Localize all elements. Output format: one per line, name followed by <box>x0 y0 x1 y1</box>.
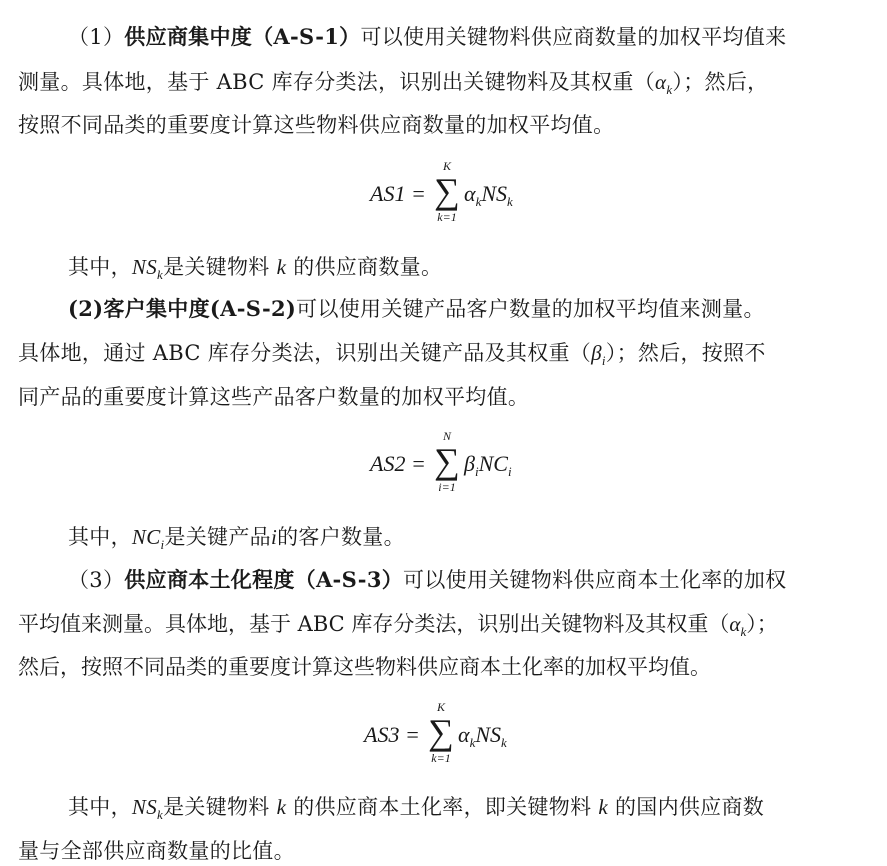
s2-heading: (2)客户集中度(A-S-2) <box>68 296 297 321</box>
s2-note: 其中，$NC_i$是关键产品i的客户数量。 <box>68 525 405 552</box>
s1-line3: 按照不同品类的重要度计算这些物料供应商数量的加权平均值。 <box>18 113 615 137</box>
formula-rhs: $\beta_iNC_i$ <box>464 451 512 479</box>
alpha-subscript: k <box>740 624 747 639</box>
sum-sign: K ∑ k=1 <box>426 701 456 765</box>
s1-number: （1） <box>68 25 125 49</box>
beta-subscript: i <box>601 353 606 368</box>
sum-upper: N <box>442 429 451 443</box>
s1-line2-end: ）；然后， <box>672 70 769 94</box>
s2-line3: 同产品的重要度计算这些产品客户数量的加权平均值。 <box>18 385 530 409</box>
beta-symbol: β <box>591 341 602 365</box>
formula-lhs: AS3 = <box>364 722 420 747</box>
s1-text: 可以使用关键物料供应商数量的加权平均值来 <box>360 25 787 49</box>
sum-lower: i=1 <box>438 480 456 494</box>
s1-line2-text: 测量。具体地，基于 ABC 库存分类法，识别出关键物料及其权重（ <box>18 70 656 94</box>
alpha-symbol: α <box>655 70 667 94</box>
s3-line1: （3）供应商本土化程度（A-S-3）可以使用关键物料供应商本土化率的加权 <box>68 567 787 592</box>
sum-upper: K <box>436 700 445 714</box>
s1-line1 <box>68 22 875 52</box>
s3-note: 其中，$NS_k$是关键物料 k 的供应商本土化率，即关键物料 k 的国内供应商数 <box>68 795 765 822</box>
s3-last-line: 量与全部供应商数量的比值。 <box>18 839 295 863</box>
s1-heading: 供应商集中度（A-S-1） <box>124 24 361 49</box>
sum-upper: K <box>442 159 451 173</box>
sum-lower: k=1 <box>431 751 451 765</box>
s2-text: 可以使用关键产品客户数量的加权平均值来测量。 <box>296 297 765 321</box>
s2-line2: 具体地，通过 ABC 库存分类法，识别出关键产品及其权重$(\beta_i)$；然后，按照不 <box>18 341 766 368</box>
s3-line2: 平均值来测量。具体地，基于 ABC 库存分类法，识别出关键物料及其权重$(\alpha_k)$； <box>18 612 778 639</box>
s1-line2 <box>18 67 875 105</box>
formula-rhs: $\alpha_kNS_k$ <box>464 181 513 209</box>
sum-lower: k=1 <box>437 210 457 224</box>
s2-line1 <box>68 294 875 324</box>
sum-sign: K ∑ k=1 <box>432 160 462 224</box>
s3-heading: 供应商本土化程度（A-S-3） <box>124 567 404 592</box>
s3-line3: 然后，按照不同品类的重要度计算这些物料供应商本土化率的加权平均值。 <box>18 655 711 679</box>
alpha-subscript: k <box>666 82 673 97</box>
s3-text: 可以使用关键物料供应商本土化率的加权 <box>403 568 787 592</box>
sum-sign: N ∑ i=1 <box>432 430 462 494</box>
formula-rhs: $\alpha_kNS_k$ <box>458 722 507 750</box>
s1-note: 其中，$NS_k$是关键物料 k 的供应商数量。 <box>68 255 443 282</box>
formula-lhs: AS1 = <box>370 181 426 206</box>
formula-lhs: AS2 = <box>370 451 426 476</box>
alpha-symbol: α <box>729 612 741 636</box>
